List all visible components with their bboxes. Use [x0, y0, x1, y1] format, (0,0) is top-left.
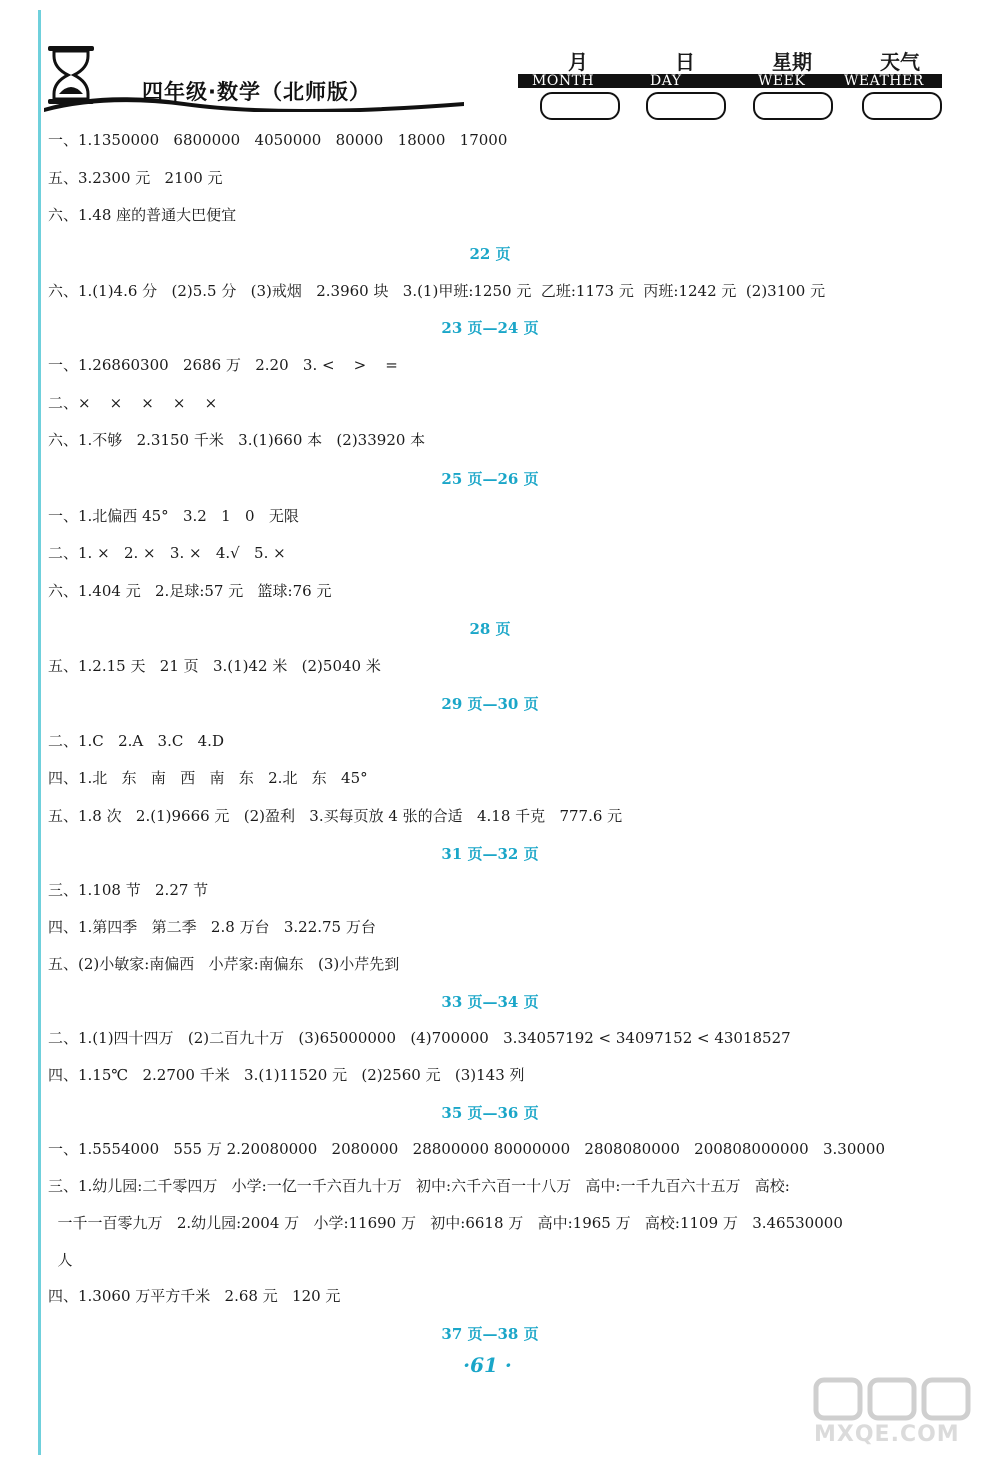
answer-line: 二、× × × × × [48, 394, 218, 412]
page-header [0, 0, 1000, 120]
month-box [540, 92, 620, 120]
day-box [646, 92, 726, 120]
answer-line: 三、1.108 节 2.27 节 [48, 881, 209, 899]
answer-line: 一千一百零九万 2.幼儿园:2004 万 小学:11690 万 初中:6618 万 高中:1965 万 高校:1109 万 3.46530000 [48, 1214, 843, 1232]
page-edge-strip [38, 10, 41, 1455]
day-en-label: DAY [650, 73, 682, 89]
week-en-label: WEEK [758, 73, 806, 89]
answer-line: 一、1.1350000 6800000 4050000 80000 18000 17000 [48, 131, 508, 149]
section-heading: 33 页—34 页 [441, 993, 539, 1011]
section-heading: 23 页—24 页 [441, 319, 539, 337]
watermark-logo [810, 1374, 980, 1454]
answer-line: 四、1.第四季 第二季 2.8 万台 3.22.75 万台 [48, 918, 376, 936]
date-bar [518, 74, 942, 88]
answer-line: 五、1.8 次 2.(1)9666 元 (2)盈利 3.买每页放 4 张的合适 4.18 千克 777.6 元 [48, 807, 623, 825]
answer-line: 三、1.幼儿园:二千零四万 小学:一亿一千六百九十万 初中:六千六百一十八万 高中:一千九百六十五万 高校: [48, 1177, 790, 1195]
answer-line: 二、1.C 2.A 3.C 4.D [48, 732, 224, 750]
week-label: 星期 [772, 50, 812, 74]
day-label: 日 [675, 50, 695, 74]
section-heading: 37 页—38 页 [441, 1325, 539, 1343]
answer-line: 六、1.404 元 2.足球:57 元 篮球:76 元 [48, 582, 332, 600]
weather-label: 天气 [880, 50, 920, 74]
section-heading: 35 页—36 页 [441, 1104, 539, 1122]
answer-line: 一、1.5554000 555 万 2.20080000 2080000 28800000 80000000 2808080000 200808000000 3.30000 [48, 1140, 886, 1158]
answer-line: 一、1.26860300 2686 万 2.20 3. < > = [48, 356, 398, 374]
section-heading: 25 页—26 页 [441, 470, 539, 488]
page-number: ·61 · [463, 1353, 512, 1377]
answer-line: 五、3.2300 元 2100 元 [48, 169, 223, 187]
book-title: 四年级·数学（北师版） [142, 80, 371, 104]
weather-en-label: WEATHER [844, 73, 924, 89]
answer-line: 四、1.3060 万平方千米 2.68 元 120 元 [48, 1287, 341, 1305]
section-heading: 22 页 [469, 245, 511, 263]
weather-box [862, 92, 942, 120]
answer-line: 五、(2)小敏家:南偏西 小芹家:南偏东 (3)小芹先到 [48, 955, 400, 973]
month-label: 月 [568, 50, 588, 74]
month-en-label: MONTH [532, 73, 595, 89]
answer-line: 四、1.15℃ 2.2700 千米 3.(1)11520 元 (2)2560 元 (3)143 列 [48, 1066, 525, 1084]
answer-line: 人 [48, 1251, 73, 1269]
answer-line: 二、1.(1)四十四万 (2)二百九十万 (3)65000000 (4)700000 3.34057192 < 34097152 < 43018527 [48, 1029, 791, 1047]
answer-line: 六、1.(1)4.6 分 (2)5.5 分 (3)戒烟 2.3960 块 3.(1)甲班:1250 元 乙班:1173 元 丙班:1242 元 (2)3100 元 [48, 282, 826, 300]
answer-line: 五、1.2.15 天 21 页 3.(1)42 米 (2)5040 米 [48, 657, 381, 675]
answer-line: 四、1.北 东 南 西 南 东 2.北 东 45° [48, 769, 368, 787]
answer-line: 六、1.不够 2.3150 千米 3.(1)660 本 (2)33920 本 [48, 431, 426, 449]
section-heading: 31 页—32 页 [441, 845, 539, 863]
answer-line: 六、1.48 座的普通大巴便宜 [48, 206, 237, 224]
answer-line: 二、1. × 2. × 3. × 4.√ 5. × [48, 544, 286, 562]
watermark-glyph-icon [810, 1374, 980, 1424]
section-heading: 29 页—30 页 [441, 695, 539, 713]
week-box [753, 92, 833, 120]
watermark-text: MXQE.COM [814, 1422, 960, 1447]
answer-line: 一、1.北偏西 45° 3.2 1 0 无限 [48, 507, 299, 525]
section-heading: 28 页 [469, 620, 511, 638]
